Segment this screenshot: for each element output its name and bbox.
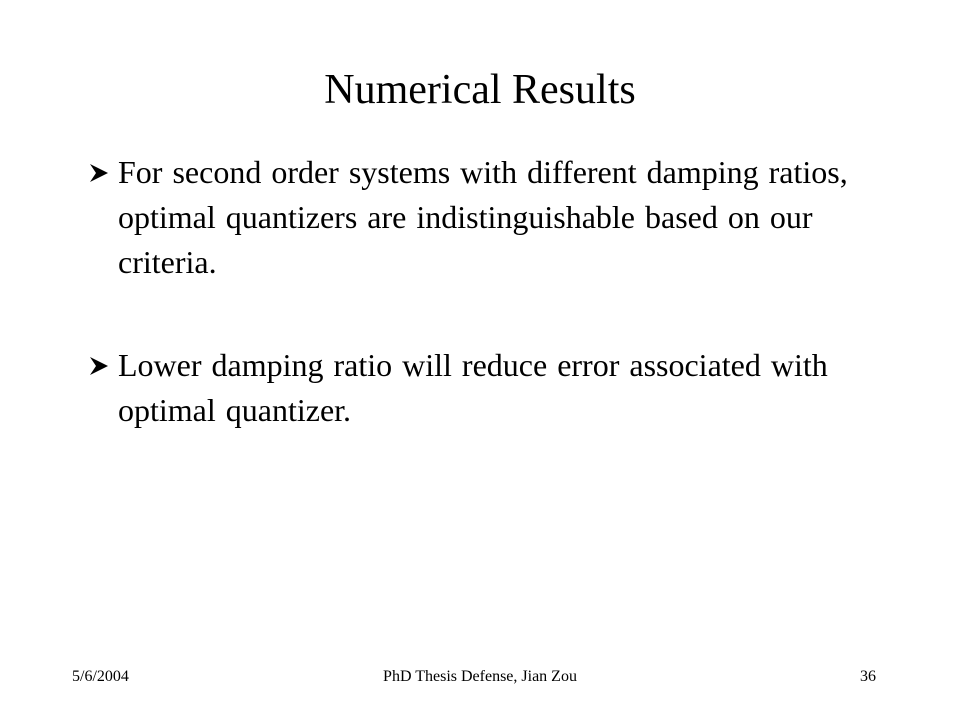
footer-date: 5/6/2004	[72, 668, 129, 685]
bullet-item	[88, 150, 888, 285]
bullet-text: Lower damping ratio will reduce error associated with optimal quantizer.	[118, 347, 828, 428]
arrowhead-bullet-icon	[88, 343, 114, 388]
bullet-list	[88, 150, 888, 433]
footer-page-number: 36	[860, 668, 876, 685]
arrowhead-bullet-icon	[88, 150, 114, 195]
slide-title: Numerical Results	[324, 67, 636, 113]
bullet-text: For second order systems with different damping ratios, optimal quantizers are indistinguishable based on our criteria.	[118, 154, 848, 280]
footer-presentation-info: PhD Thesis Defense, Jian Zou	[383, 668, 577, 685]
bullet-item	[88, 343, 888, 433]
